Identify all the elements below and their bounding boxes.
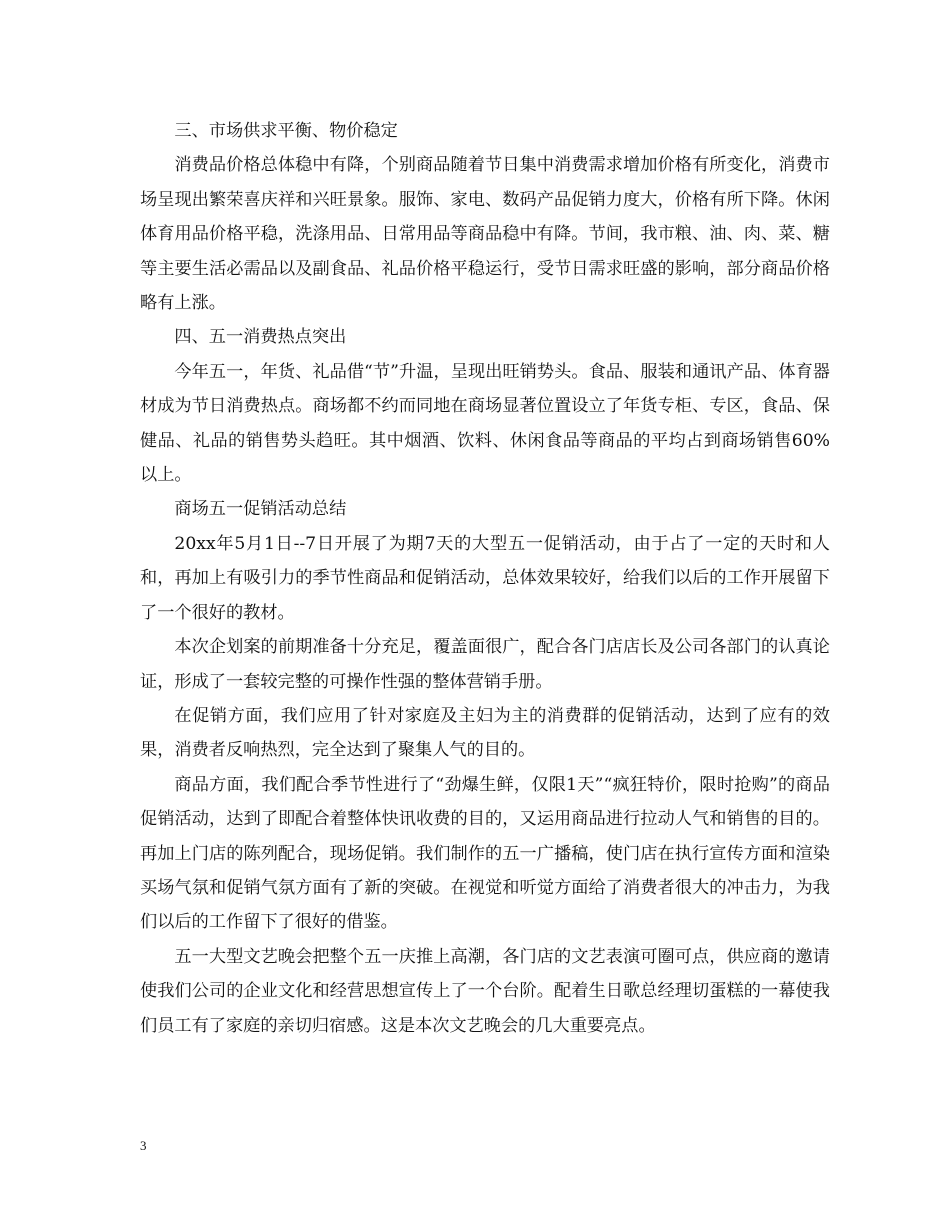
section-heading-market-supply: 三、市场供求平衡、物价稳定 xyxy=(174,121,398,141)
document-body xyxy=(140,114,830,1043)
paragraph-holiday-goods: 今年五一，年货、礼品借“节”升温，呈现出旺销势头。食品、服装和通讯产品、体育器材成为节日消费热点。商场都不约而同地在商场显著位置设立了年货专柜、专区，食品、保健品、礼品的销售势头趋旺。其中烟酒、饮料、休闲食品等商品的平均占到商场销售60%以上。 xyxy=(140,361,830,486)
paragraph-art-gala: 五一大型文艺晚会把整个五一庆推上高潮，各门店的文艺表演可圈可点，供应商的邀请使我们公司的企业文化和经营思想宣传上了一个台阶。配着生日歌总经理切蛋糕的一幕使我们员工有了家庭的亲切归宿感。这是本次文艺晚会的几大重要亮点。 xyxy=(140,946,830,1036)
paragraph-price-stability: 消费品价格总体稳中有降，个别商品随着节日集中消费需求增加价格有所变化，消费市场呈现出繁荣喜庆祥和兴旺景象。服饰、家电、数码产品促销力度大，价格有所下降。休闲体育用品价格平稳，洗涤用品、日常用品等商品稳中有降。节间，我市粮、油、肉、菜、糖等主要生活必需品以及副食品、礼品价格平稳运行，受节日需求旺盛的影响，部分商品价格略有上涨。 xyxy=(140,155,830,314)
section-heading-promotion-summary: 商场五一促销活动总结 xyxy=(174,499,347,520)
page-number: 3 xyxy=(140,1138,147,1153)
section-heading-consumption-hotspots: 四、五一消费热点突出 xyxy=(174,327,347,348)
paragraph-merchandise-aspects: 商品方面，我们配合季节性进行了“劲爆生鲜，仅限1天”“疯狂特价，限时抢购”的商品促销活动，达到了即配合着整体快讯收费的目的，又运用商品进行拉动人气和销售的目的。再加上门店的陈列配合，现场促销。我们制作的五一广播稿，使门店在执行宣传方面和渲染买场气氛和促销气氛方面有了新的突破。在视觉和听觉方面给了消费者很大的冲击力，为我们以后的工作留下了很好的借鉴。 xyxy=(140,774,830,933)
paragraph-promotion-overview: 20xx年5月1日--7日开展了为期7天的大型五一促销活动，由于占了一定的天时和人和，再加上有吸引力的季节性商品和促销活动，总体效果较好，给我们以后的工作开展留下了一个很好的教材。 xyxy=(140,533,830,623)
paragraph-planning-preparation: 本次企划案的前期准备十分充足，覆盖面很广，配合各门店店长及公司各部门的认真论证，形成了一套较完整的可操作性强的整体营销手册。 xyxy=(140,637,830,692)
paragraph-promotion-aspects: 在促销方面，我们应用了针对家庭及主妇为主的消费群的促销活动，达到了应有的效果，消费者反响热烈，完全达到了聚集人气的目的。 xyxy=(140,705,830,761)
